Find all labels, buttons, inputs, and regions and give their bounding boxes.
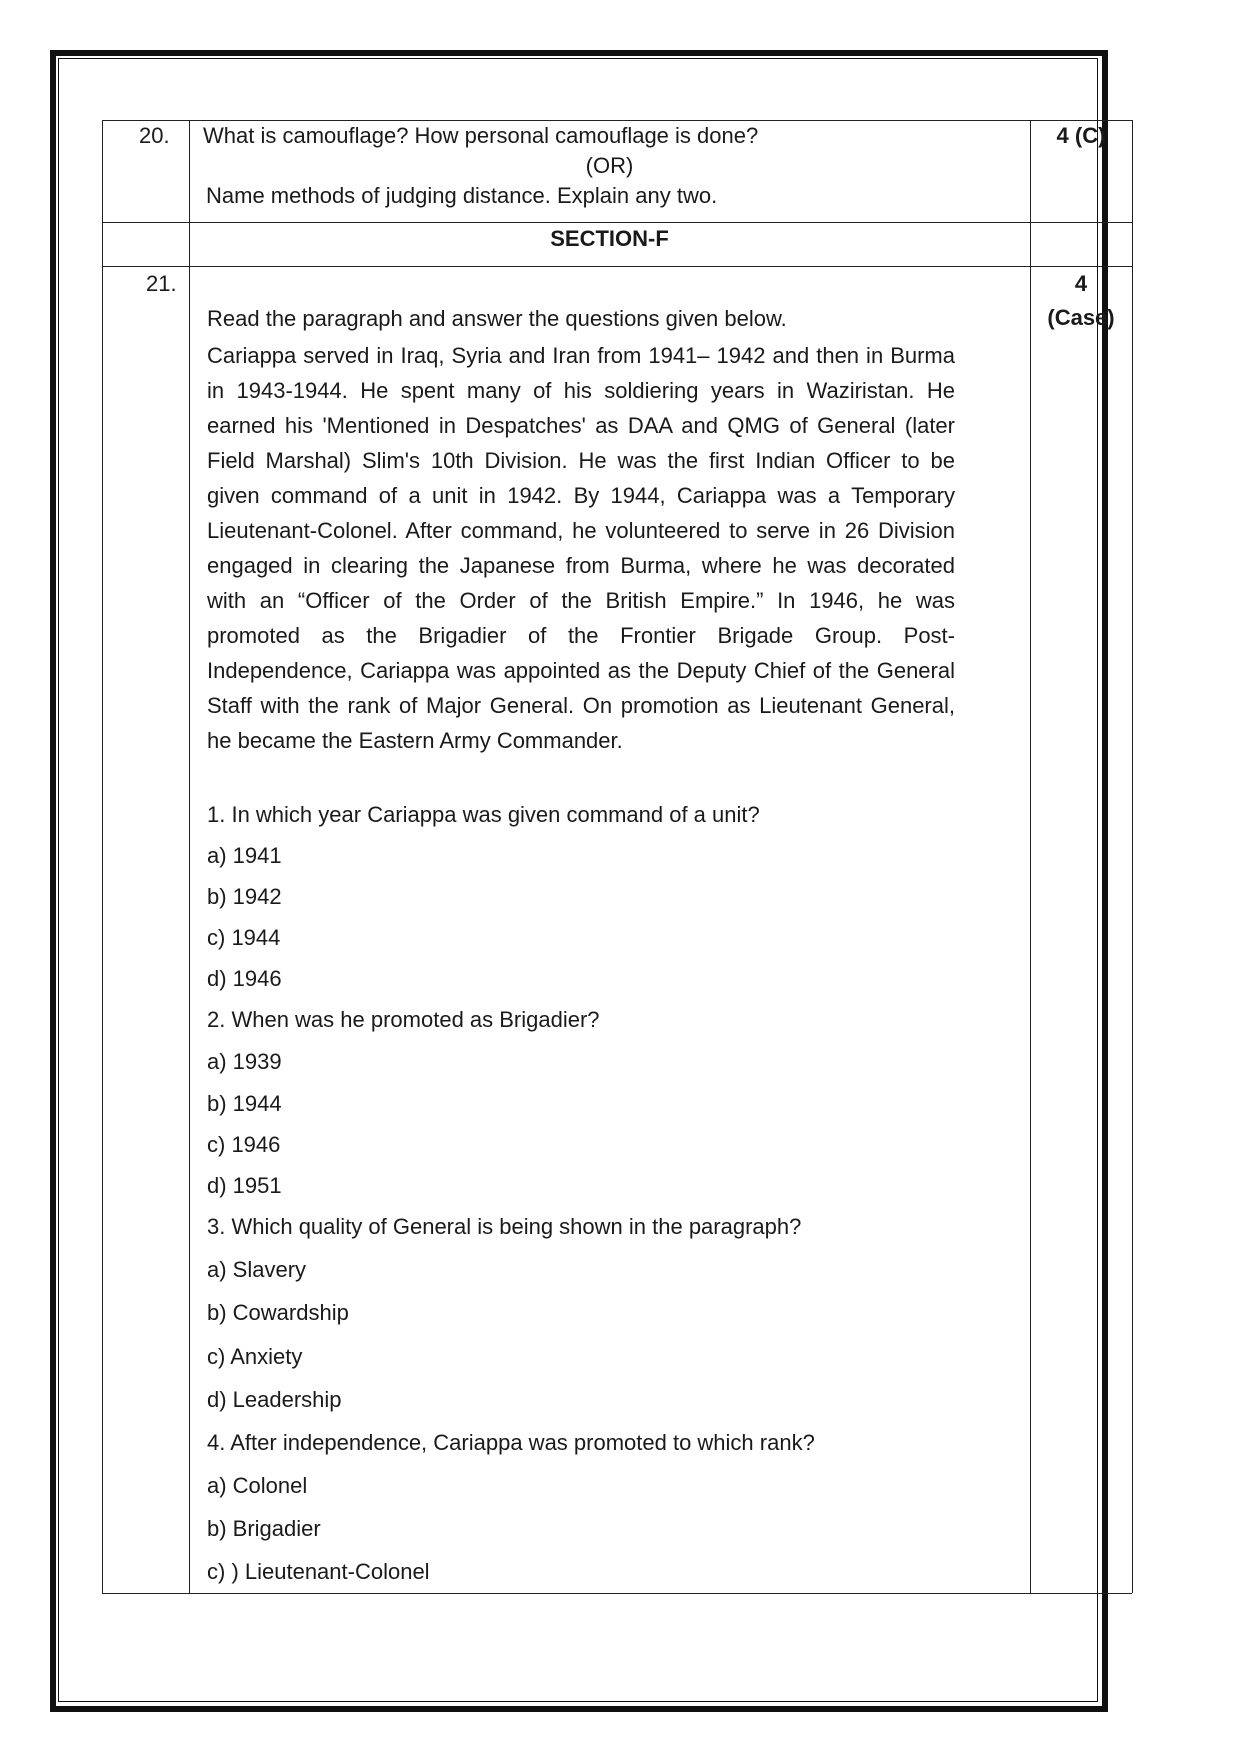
answer-option: a) Slavery	[207, 1257, 307, 1282]
sub-question: 1. In which year Cariappa was given command of a unit?	[207, 802, 760, 827]
answer-option: b) Brigadier	[207, 1516, 321, 1541]
section-title: SECTION-F	[550, 226, 669, 251]
alt-question-text: Name methods of judging distance. Explain any two.	[206, 183, 718, 208]
table-line	[102, 120, 103, 1593]
answer-option: d) 1951	[207, 1173, 282, 1198]
answer-option: c) 1946	[207, 1132, 281, 1157]
answer-option: c) 1944	[207, 925, 281, 950]
question-number: 21.	[146, 271, 177, 296]
case-instruction: Read the paragraph and answer the questions given below.	[207, 306, 787, 331]
answer-option: c) ) Lieutenant-Colonel	[207, 1559, 430, 1584]
answer-option: d) 1946	[207, 966, 282, 991]
table-line	[102, 266, 1132, 267]
case-paragraph: Cariappa served in Iraq, Syria and Iran from 1941– 1942 and then in Burma in 1943-1944. He spent many of his soldiering years in Waziristan. He earned his 'Mentioned in Despatches' as DAA and QMG of General (later Field Marshal) Slim's 10th Division. He was the first Indian Officer to be given command of a unit in 1942. By 1944, Cariappa was a Temporary Lieutenant-Colonel. After command, he volunteered to serve in 26 Division engaged in clearing the Japanese from Burma, where he was decorated with an “Officer of the Order of the British Empire.” In 1946, he was promoted as the Brigadier of the Frontier Brigade Group. Post-Independence, Cariappa was appointed as the Deputy Chief of the General Staff with the rank of Major General. On promotion as Lieutenant General, he became the Eastern Army Commander.	[207, 343, 955, 753]
table-line	[102, 120, 1132, 121]
table-line	[1132, 120, 1133, 1593]
question-marks-type: (Case)	[1047, 305, 1115, 330]
table-line	[102, 1593, 1132, 1594]
question-marks: 4 (C)	[1056, 123, 1106, 148]
answer-option: a) Colonel	[207, 1473, 308, 1498]
answer-option: d) Leadership	[207, 1387, 342, 1412]
table-line	[1030, 120, 1031, 1593]
or-label: (OR)	[585, 153, 634, 178]
answer-option: b) 1944	[207, 1091, 282, 1116]
question-marks: 4	[1074, 271, 1088, 296]
question-number: 20.	[139, 123, 170, 148]
answer-option: a) 1939	[207, 1049, 282, 1074]
answer-option: b) Cowardship	[207, 1300, 349, 1325]
answer-option: c) Anxiety	[207, 1344, 303, 1369]
answer-option: b) 1942	[207, 884, 282, 909]
table-line	[102, 222, 1132, 223]
table-line	[189, 120, 190, 1593]
sub-question: 4. After independence, Cariappa was promoted to which rank?	[207, 1430, 815, 1455]
question-text: What is camouflage? How personal camouflage is done?	[203, 123, 759, 148]
answer-option: a) 1941	[207, 843, 282, 868]
sub-question: 2. When was he promoted as Brigadier?	[207, 1007, 600, 1032]
sub-question: 3. Which quality of General is being shown in the paragraph?	[207, 1214, 802, 1239]
